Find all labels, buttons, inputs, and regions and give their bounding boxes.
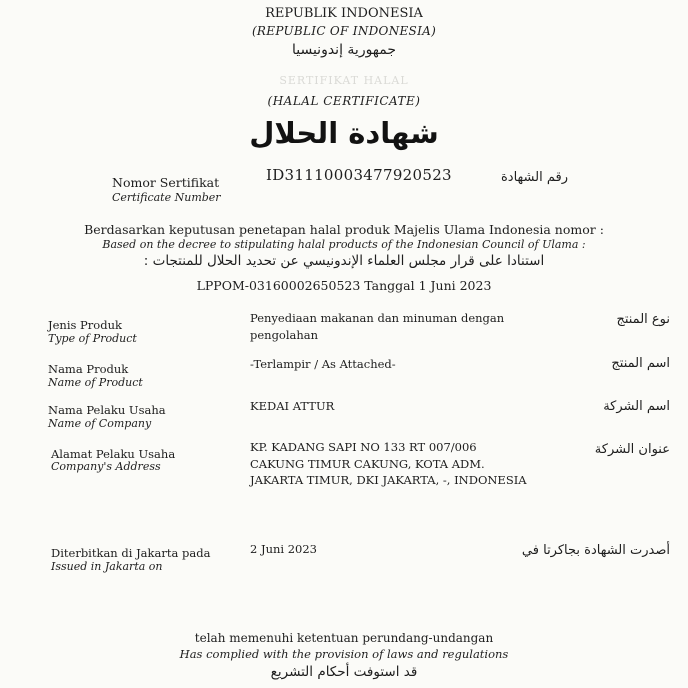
certificate-number-label-ar: رقم الشهادة [501,170,568,185]
company-name-value-line: KEDAI ATTUR [250,399,335,413]
product-name-label: Nama Produk [48,362,129,376]
company-address-label-ar: عنوان الشركة [594,442,670,457]
company-name-label-ar: اسم الشركة [603,399,670,414]
republic-title-ar: جمهورية إندونيسيا [291,42,397,58]
certificate-number-label: Nomor Sertifikat [112,175,220,190]
certificate-number-label-en: Certificate Number [112,191,221,204]
product-type-label: Jenis Produk [48,318,122,332]
product-type-value-line: pengolahan [250,328,319,342]
company-address-value-line: CAKUNG TIMUR CAKUNG, KOTA ADM. [250,457,485,471]
company-name-label-en: Name of Company [48,417,152,430]
decree-text-ar: استنادا على قرار مجلس العلماء الإندونيسي عن تحديد الحلال للمنتجات : [143,253,545,269]
certificate-title: SERTIFIKAT HALAL [279,74,409,87]
issued-label: Diterbitkan di Jakarta pada [51,546,211,560]
product-name-label-ar: اسم المنتج [611,356,670,371]
issued-date: 2 Juni 2023 [250,542,317,556]
company-address-label-en: Company's Address [51,460,161,473]
product-type-label-en: Type of Product [48,332,137,345]
certificate-title-ar: شهادة الحلال [249,116,439,150]
issued-label-ar: أصدرت الشهادة بجاكرتا في [521,543,670,558]
certificate-title-en: (HALAL CERTIFICATE) [267,94,421,108]
decree-text-en: Based on the decree to stipulating halal products of the Indonesian Council of Ulama : [102,238,586,251]
product-name-label-en: Name of Product [48,376,143,389]
decree-text: Berdasarkan keputusan penetapan halal produk Majelis Ulama Indonesia nomor : [84,222,604,237]
issued-label-en: Issued in Jakarta on [51,560,163,573]
decree-number: LPPOM-03160002650523 Tanggal 1 Juni 2023 [196,278,492,293]
product-name-value-line: -Terlampir / As Attached- [250,357,396,371]
republic-title: REPUBLIK INDONESIA [265,6,423,21]
compliance-text-ar: قد استوفت أحكام التشريع [270,664,418,680]
company-name-label: Nama Pelaku Usaha [48,403,166,417]
certificate-number-value: ID31110003477920523 [266,166,452,184]
company-address-label: Alamat Pelaku Usaha [51,447,176,461]
product-type-label-ar: نوع المنتج [616,312,670,327]
company-address-value-line: JAKARTA TIMUR, DKI JAKARTA, -, INDONESIA [250,473,527,487]
compliance-text: telah memenuhi ketentuan perundang-undangan [194,631,494,645]
republic-title-en: (REPUBLIC OF INDONESIA) [251,24,437,38]
company-address-value-line: KP. KADANG SAPI NO 133 RT 007/006 [250,440,477,454]
product-type-value-line: Penyediaan makanan dan minuman dengan [250,311,505,325]
compliance-text-en: Has complied with the provision of laws and regulations [179,647,509,661]
